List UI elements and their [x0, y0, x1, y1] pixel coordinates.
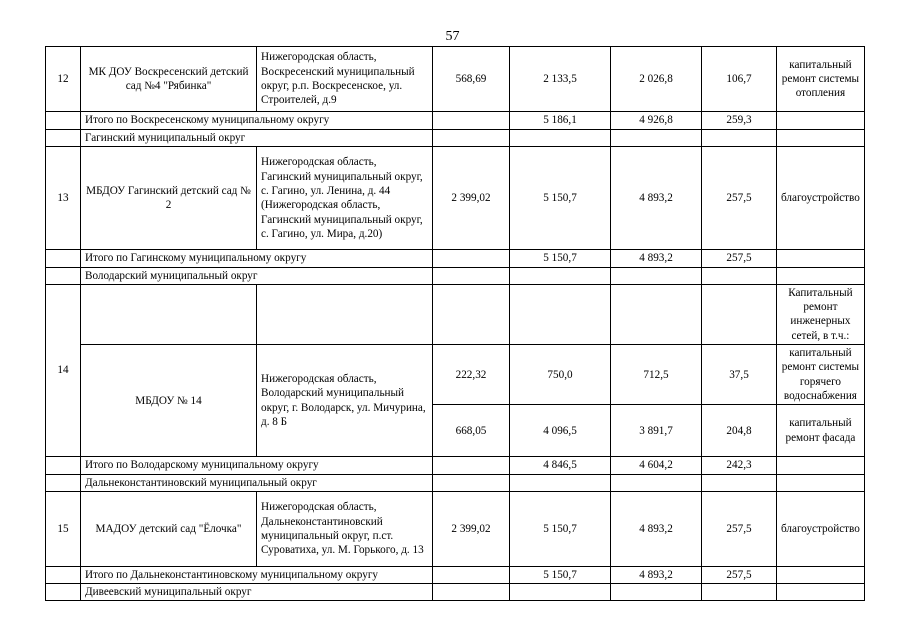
subtotal-total: 4 846,5 — [510, 457, 611, 474]
regional-cost: 712,5 — [611, 345, 702, 405]
area-value: 568,69 — [433, 47, 510, 112]
regional-cost: 4 893,2 — [611, 147, 702, 250]
local-cost: 257,5 — [702, 491, 777, 566]
district-name: Дивеевский муниципальный округ — [81, 584, 433, 601]
subtotal-label: Итого по Володарскому муниципальному округу — [81, 457, 433, 474]
page-number: 57 — [445, 29, 460, 44]
area-value: 668,05 — [433, 405, 510, 457]
subtotal-total: 5 186,1 — [510, 112, 611, 130]
institution-address: Нижегородская область, Воскресенский муниципальный округ, р.п. Воскресенское, ул. Строителей, д.9 — [257, 47, 433, 112]
district-name: Гагинский муниципальный округ — [81, 130, 433, 147]
table-row — [46, 345, 865, 405]
total-cost: 4 096,5 — [510, 405, 611, 457]
area-value: 222,32 — [433, 345, 510, 405]
institution-name: МАДОУ детский сад "Ёлочка" — [81, 491, 257, 566]
regional-cost: 3 891,7 — [611, 405, 702, 457]
total-cost: 750,0 — [510, 345, 611, 405]
district-name: Дальнеконстантиновский муниципальный округ — [81, 474, 433, 491]
district-header-row — [46, 474, 865, 491]
local-cost: 204,8 — [702, 405, 777, 457]
subtotal-local: 242,3 — [702, 457, 777, 474]
local-cost: 257,5 — [702, 147, 777, 250]
subtotal-row — [46, 250, 865, 267]
district-name: Володарский муниципальный округ — [81, 267, 433, 284]
subtotal-total: 5 150,7 — [510, 250, 611, 267]
institution-name: МБДОУ Гагинский детский сад № 2 — [81, 147, 257, 250]
subtotal-label: Итого по Дальнеконстантиновскому муниципальному округу — [81, 566, 433, 583]
subtotal-regional: 4 893,2 — [611, 250, 702, 267]
row-number: 13 — [46, 147, 81, 250]
table-row — [46, 47, 865, 112]
local-cost: 37,5 — [702, 345, 777, 405]
subtotal-label: Итого по Гагинскому муниципальному округу — [81, 250, 433, 267]
work-type: благоустройство — [777, 147, 865, 250]
work-type: капитальный ремонт системы отопления — [777, 47, 865, 112]
regional-cost: 2 026,8 — [611, 47, 702, 112]
total-cost: 2 133,5 — [510, 47, 611, 112]
row-number: 12 — [46, 47, 81, 112]
work-group: Капитальный ремонт инженерных сетей, в т.ч.: — [777, 284, 865, 344]
subtotal-total: 5 150,7 — [510, 566, 611, 583]
subtotal-row — [46, 112, 865, 130]
total-cost: 5 150,7 — [510, 491, 611, 566]
local-cost: 106,7 — [702, 47, 777, 112]
institution-address: Нижегородская область, Володарский муниципальный округ, г. Володарск, ул. Мичурина, д. 8 Б — [257, 345, 433, 457]
program-table — [45, 46, 865, 601]
institution-address: Нижегородская область, Дальнеконстантиновский муниципальный округ, п.ст. Суроватиха, ул. М. Горького, д. 13 — [257, 491, 433, 566]
subtotal-regional: 4 926,8 — [611, 112, 702, 130]
institution-name: МК ДОУ Воскресенский детский сад №4 "Рябинка" — [81, 47, 257, 112]
subtotal-local: 257,5 — [702, 250, 777, 267]
area-value: 2 399,02 — [433, 147, 510, 250]
table-row — [46, 284, 865, 344]
subtotal-row — [46, 457, 865, 474]
row-number: 14 — [46, 284, 81, 456]
district-header-row — [46, 584, 865, 601]
subtotal-row — [46, 566, 865, 583]
table-row — [46, 147, 865, 250]
table-row — [46, 491, 865, 566]
subtotal-label: Итого по Воскресенскому муниципальному округу — [81, 112, 433, 130]
district-header-row — [46, 267, 865, 284]
subtotal-regional: 4 893,2 — [611, 566, 702, 583]
subtotal-local: 257,5 — [702, 566, 777, 583]
area-value: 2 399,02 — [433, 491, 510, 566]
total-cost: 5 150,7 — [510, 147, 611, 250]
subtotal-local: 259,3 — [702, 112, 777, 130]
institution-name: МБДОУ № 14 — [81, 345, 257, 457]
work-type: капитальный ремонт системы горячего водоснабжения — [777, 345, 865, 405]
regional-cost: 4 893,2 — [611, 491, 702, 566]
subtotal-regional: 4 604,2 — [611, 457, 702, 474]
work-type: капитальный ремонт фасада — [777, 405, 865, 457]
district-header-row — [46, 130, 865, 147]
institution-address: Нижегородская область, Гагинский муниципальный округ, с. Гагино, ул. Ленина, д. 44 (Нижегородская область, Гагинский муниципальный округ, с. Гагино, ул. Мира, д.20) — [257, 147, 433, 250]
row-number: 15 — [46, 491, 81, 566]
work-type: благоустройство — [777, 491, 865, 566]
